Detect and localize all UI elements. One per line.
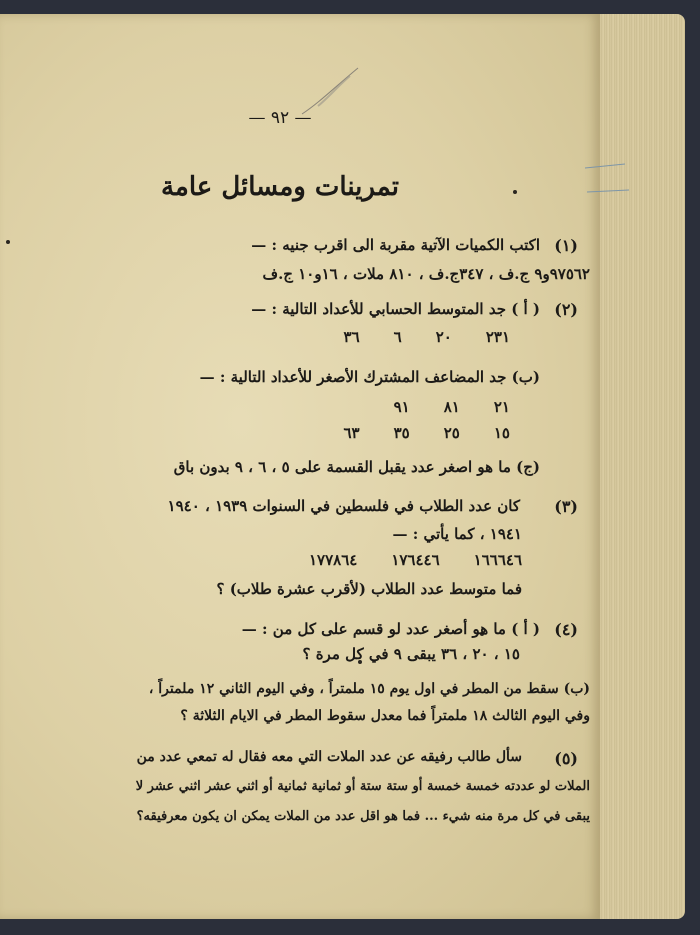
exercise-4b-line-1: (ب) سقط من المطر في اول يوم ١٥ ملمتراً ، وفي اليوم الثاني ١٢ ملمتراً ،: [148, 681, 590, 697]
value: ٢٥: [443, 424, 460, 442]
exercise-1-line-1: اكتب الكميات الآتية مقربة الى اقرب جنيه : —: [251, 236, 540, 254]
exercise-3-line-3: فما متوسط عدد الطلاب (لأقرب عشرة طلاب) ؟: [216, 580, 522, 598]
value: ٦٣: [343, 424, 360, 442]
exercise-1-line-2: ٩٧٥٦٢و٩ ج.ف ، ٣٤٧ج.ف ، ٨١٠ ملات ، ١٦و١٠ ج.ف: [262, 265, 590, 283]
exercise-number: (٥): [554, 749, 578, 768]
value: ٢٣١: [485, 328, 510, 346]
exercise-4a-line-2: ١٥ ، ٢٠ ، ٣٦ يبقى ٩ في كل مرة ؟: [302, 645, 520, 663]
exercise-4b-line-2: وفي اليوم الثالث ١٨ ملمتراً فما معدل سقوط المطر في الايام الثلاثة ؟: [180, 708, 590, 724]
value: ٢٠: [435, 328, 452, 346]
exercise-number: (١): [554, 236, 578, 255]
exercise-2b-row-1: [394, 398, 510, 416]
value: ١٥: [493, 424, 510, 442]
exercise-2b-label: (ب) جد المضاعف المشترك الأصغر للأعداد التالية : —: [199, 368, 540, 386]
exercise-5-line-2: الملات لو عددته خمسة خمسة أو ستة ستة أو ثمانية ثمانية أو اثني عشر اثني عشر لا: [135, 779, 590, 794]
margin-pencil-marks: [585, 154, 635, 214]
value: ٣٦: [343, 328, 360, 346]
page-title: تمرينات ومسائل عامة: [160, 172, 400, 202]
exercise-3-line-2: ١٩٤١ ، كما يأتي : —: [392, 525, 522, 543]
value: ٣٥: [393, 424, 410, 442]
ink-dot: [513, 190, 517, 194]
book-page-edges: [585, 14, 685, 919]
exercise-number: (٤): [554, 620, 578, 639]
exercise-3-line-1: كان عدد الطلاب في فلسطين في السنوات ١٩٣٩ ، ١٩٤٠: [167, 497, 520, 515]
value: ٦: [393, 328, 402, 346]
exercise-number: (٣): [554, 497, 578, 516]
exercise-4a-line-1: ( أ ) ما هو أصغر عدد لو قسم على كل من : —: [241, 620, 540, 638]
value: ٨١: [443, 398, 460, 416]
exercise-5-line-1: سأل طالب رفيقه عن عدد الملات التي معه فقال له تمعي عدد من: [136, 749, 522, 765]
exercise-2a-label: ( أ ) جد المتوسط الحسابي للأعداد التالية : —: [251, 300, 540, 318]
exercise-5-line-3: يبقى في كل مرة منه شيء ... فما هو اقل عدد من الملات يمكن ان يكون معرفيقه؟: [136, 809, 590, 824]
ink-dot: [6, 240, 10, 244]
exercise-2a-values: [344, 328, 510, 346]
value: ١٦٦٦٤٦: [473, 551, 522, 569]
value: ٩١: [393, 398, 410, 416]
exercise-2c-label: (ج) ما هو اصغر عدد يقبل القسمة على ٥ ، ٦ ، ٩ بدون باق: [173, 458, 540, 476]
value: ٢١: [493, 398, 510, 416]
exercise-3-values: [309, 551, 522, 569]
exercise-number: (٢): [554, 300, 578, 319]
value: ١٧٧٨٦٤: [308, 551, 358, 569]
page-number: — ٩٢ —: [248, 108, 312, 128]
exercise-2b-row-2: [344, 424, 511, 442]
value: ١٧٦٤٤٦: [391, 551, 440, 569]
